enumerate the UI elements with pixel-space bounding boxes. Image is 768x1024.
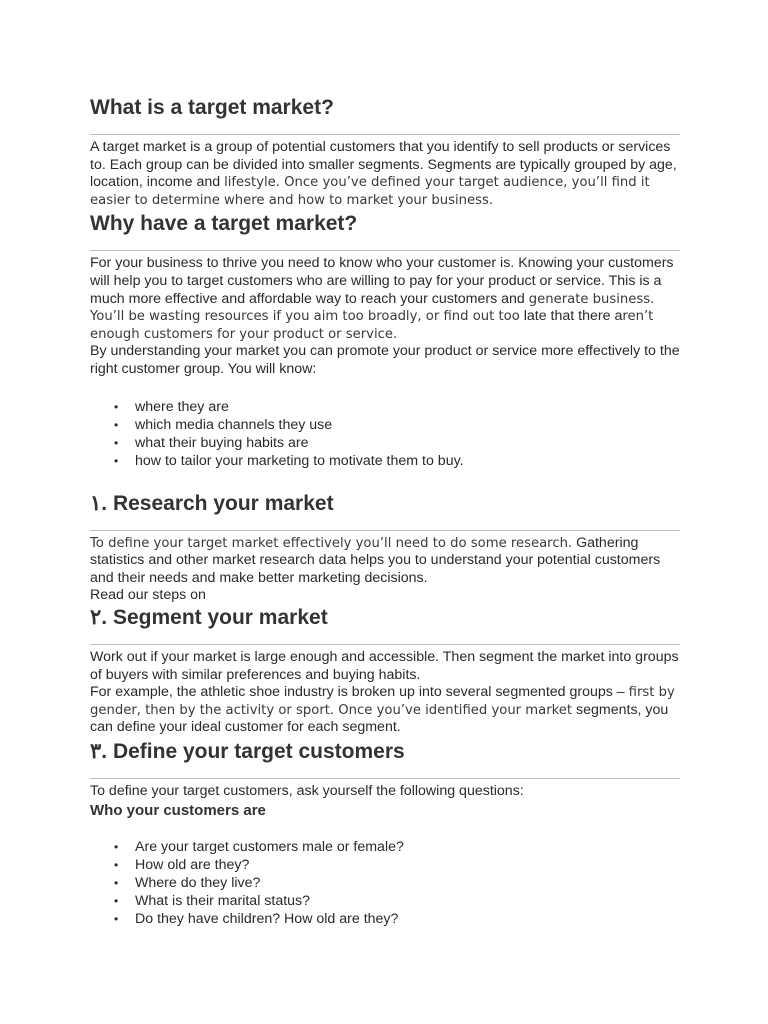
list-item: • what their buying habits are [135,434,680,452]
text-run: A target market is a group of potential customers that you identify to sell products or services to. Each group can be divided into smaller segments. Segments are typically grouped by age, location, income and [90,139,677,191]
list-item: • where they are [135,398,680,416]
paragraph-segment-market: Work out if your market is large enough and accessible. Then segment the market into groups of buyers with similar preferences and buying habits. [90,648,679,683]
paragraph-why-target-market [90,255,680,343]
paragraph-athletic-shoe-example [90,684,680,737]
text-run: lifestyle. Once you’ve defined your target audience, you’ll find it easier to determine where and how to market your business. [90,175,650,208]
subheading-who-your-customers-are: Who your customers are [90,802,266,820]
paragraph-target-market-definition [90,139,680,209]
text-run: For your business to thrive you need to know who your customer is. Knowing your customers will help you to target customers who are willing to pay for your product or service. This is a much more effective and affordable way to reach your customers and [90,255,674,307]
list-customer-questions [90,838,680,928]
list-item: • What is their marital status? [135,892,680,910]
list-item: • Where do they live? [135,874,680,892]
text-run: segments, you can define your ideal customer for each segment. [90,701,669,736]
list-item: • How old are they? [135,856,680,874]
heading-research-your-market: ١. Research your market [90,492,680,531]
list-item: • how to tailor your marketing to motivate them to buy. [135,452,680,470]
text-run: To define your target market effectively you’ll need to do some research. [90,535,573,551]
paragraph-research [90,535,680,588]
list-item: • Do they have children? How old are they? [135,910,680,928]
list-item: • which media channels they use [135,416,680,434]
document-content [90,96,680,928]
heading-what-is-target-market: What is a target market? [90,96,680,135]
list-you-will-know [90,398,680,470]
paragraph-read-our-steps: Read our steps on [90,587,206,604]
heading-define-target-customers: ٣. Define your target customers [90,740,680,779]
text-run: first by gender, then by the activity or sport. Once you’ve identified your market [90,685,675,718]
text-run: For example, the athletic shoe industry is broken up into several segmented groups – [90,684,629,701]
text-run: generate business. You’ll be wasting resources if you aim too broadly, or find out too [90,291,655,325]
text-run: ren’t enough customers for your product or service. [90,309,654,342]
paragraph-understanding-market: By understanding your market you can promote your product or service more effectively to the right customer group. You will know: [90,343,680,377]
text-run: late that there a [519,308,623,325]
heading-segment-your-market: ٢. Segment your market [90,606,680,645]
heading-why-have-target-market: Why have a target market? [90,212,680,251]
text-run: Gathering statistics and other market research data helps you to understand your potential customers and their needs and make better marketing decisions. [90,534,661,586]
paragraph-define-questions: To define your target customers, ask yourself the following questions: [90,782,524,799]
list-item: • Are your target customers male or female? [135,838,680,856]
